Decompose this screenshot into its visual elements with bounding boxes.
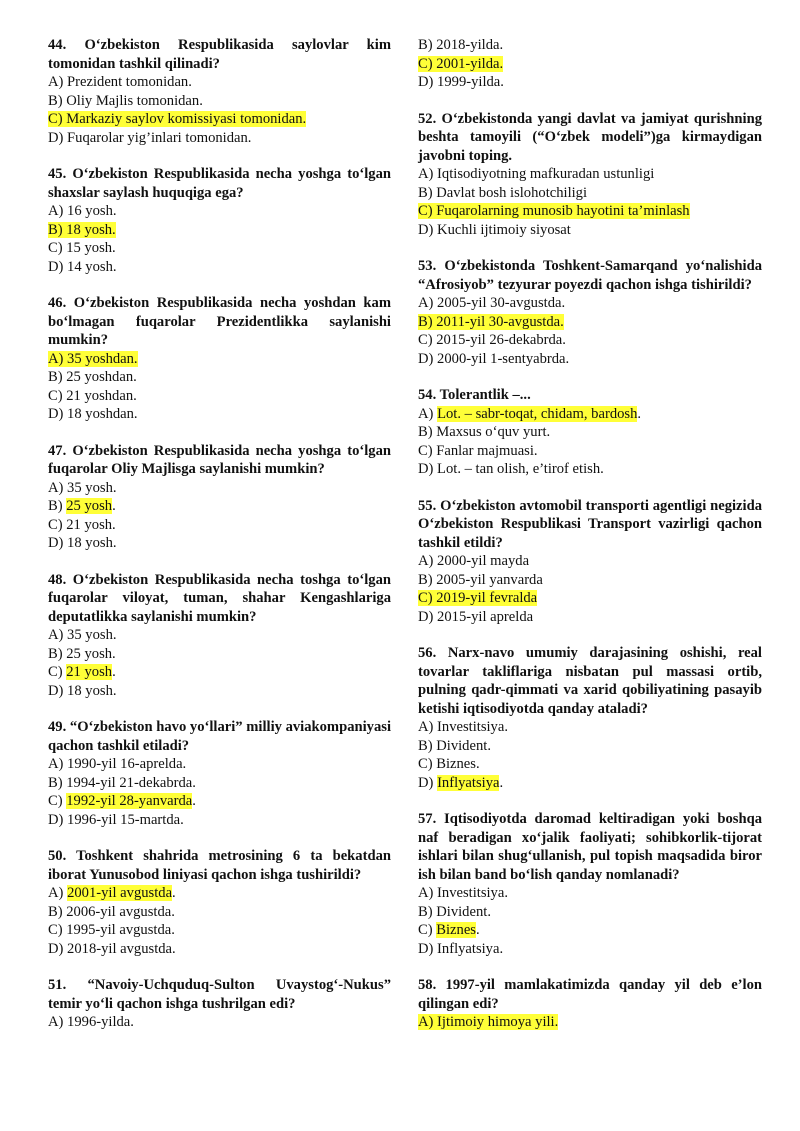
- answer-option-prefix: A): [48, 885, 68, 901]
- answer-option-text: D) Fuqarolar yig’inlari tomonidan.: [48, 129, 252, 146]
- answer-option: [418, 737, 762, 756]
- answer-option: [418, 331, 762, 350]
- answer-option-prefix: C): [48, 793, 67, 809]
- answer-option: [48, 921, 391, 940]
- question-title: 44. O‘zbekiston Respublikasida saylovlar kim tomonidan tashkil qilinadi?: [48, 37, 391, 72]
- answer-option-text: C) Markaziy saylov komissiyasi tomonidan.: [48, 111, 307, 127]
- answer-option-text: C) 21 yoshdan.: [48, 387, 137, 404]
- answer-option-text: D) 14 yosh.: [48, 258, 117, 275]
- answer-option-text: D) 2000-yil 1-sentyabrda.: [418, 350, 570, 367]
- answer-option-prefix: C): [48, 664, 67, 680]
- answer-option-text: D) Inflyatsiya.: [418, 940, 504, 957]
- answer-option: [48, 387, 391, 406]
- answer-option: [48, 645, 391, 664]
- answer-option: [418, 903, 762, 922]
- answer-option: [418, 571, 762, 590]
- answer-option-text: D) 18 yosh.: [48, 682, 117, 699]
- answer-option-text: A) 35 yoshdan.: [48, 350, 138, 367]
- answer-option: [418, 608, 762, 627]
- answer-option-text: B) 2018-yilda.: [418, 37, 504, 53]
- answer-option: [48, 534, 391, 553]
- question-title: 51. “Navoiy-Uchquduq-Sulton Uvaystog‘-Nukus” temir yo‘li qachon ishga tushrilgan edi?: [48, 977, 391, 1012]
- question-title: 46. O‘zbekiston Respublikasida necha yoshdan kam bo‘lmagan fuqarolar Prezidentlikka saylanishi mumkin?: [48, 295, 391, 348]
- question-block: [48, 847, 391, 958]
- answer-option-text: B) Divident.: [418, 903, 491, 920]
- answer-option-text: A) 35 yosh.: [48, 479, 117, 496]
- answer-option-text: B) 1994-yil 21-dekabrda.: [48, 774, 196, 791]
- answer-option: [418, 184, 762, 203]
- question-title: 53. O‘zbekistonda Toshkent-Samarqand yo‘nalishida “Afrosiyob” tezyurar poyezdi qachon ishga tishirildi?: [418, 258, 762, 293]
- answer-option-text: A) 2000-yil mayda: [418, 553, 530, 569]
- question-title: 47. O‘zbekiston Respublikasida necha yoshga to‘lgan fuqarolar Oliy Majlisga saylanishi mumkin?: [48, 442, 391, 477]
- answer-option-text: C) 1995-yil avgustda.: [48, 922, 175, 938]
- answer-option-text: B) Davlat bosh islohotchiligi: [418, 184, 588, 201]
- question-block: [418, 810, 762, 958]
- answer-option-text: B) Maxsus o‘quv yurt.: [418, 424, 551, 440]
- question-block: [418, 976, 762, 1032]
- answer-option-text: 21 yosh: [66, 664, 113, 680]
- question-title: 45. O‘zbekiston Respublikasida necha yoshga to‘lgan shaxslar saylash huquqiga ega?: [48, 166, 391, 201]
- answer-option-text: 25 yosh: [66, 498, 113, 514]
- answer-option-text: B) 25 yoshdan.: [48, 369, 137, 385]
- answer-option: [48, 350, 391, 369]
- answer-option-text: 2001-yil avgustda: [67, 885, 173, 901]
- question-title: 48. O‘zbekiston Respublikasida necha toshga to‘lgan fuqarolar viloyat, tuman, shahar Kengashlariga deputatlikka saylanishi mumkin?: [48, 571, 391, 625]
- answer-option: [48, 92, 391, 111]
- answer-option-text: C) 21 yosh.: [48, 516, 116, 533]
- answer-option-text: D) 2015-yil aprelda: [418, 608, 534, 625]
- question-block: [48, 442, 391, 553]
- answer-option-text: C) 15 yosh.: [48, 240, 116, 256]
- answer-option: [48, 129, 391, 148]
- question-block: [418, 110, 762, 240]
- answer-option: [48, 73, 391, 92]
- answer-option: [48, 497, 391, 516]
- question-title: 52. O‘zbekistonda yangi davlat va jamiyat qurishning beshta tamoyili (“O‘zbek modeli”)ga kirmaydigan javobni toping.: [418, 110, 762, 164]
- question-block: [48, 718, 391, 829]
- answer-option: [418, 884, 762, 903]
- answer-option-text: D) 18 yosh.: [48, 535, 117, 551]
- question-title: 49. “O‘zbekiston havo yo‘llari” milliy aviakompaniyasi qachon tashkil etiladi?: [48, 719, 391, 754]
- answer-option: [418, 294, 762, 313]
- answer-option: [48, 258, 391, 277]
- answer-option: [418, 202, 762, 221]
- answer-option: [48, 221, 391, 240]
- answer-option-prefix: D): [418, 774, 438, 791]
- answer-option-suffix: .: [112, 664, 116, 680]
- answer-option-text: B) 18 yosh.: [48, 221, 116, 238]
- answer-option-suffix: .: [637, 405, 642, 422]
- answer-option-text: A) 35 yosh.: [48, 627, 117, 643]
- answer-option-text: Inflyatsiya: [437, 774, 500, 791]
- answer-option: [418, 350, 762, 369]
- right-column: [418, 36, 762, 1050]
- answer-option-text: A) 2005-yil 30-avgustda.: [418, 295, 566, 311]
- answer-option-text: C) 2001-yilda.: [418, 55, 504, 72]
- answer-option: [418, 36, 762, 55]
- question-block: [48, 976, 391, 1032]
- answer-option-text: Lot. – sabr-toqat, chidam, bardosh: [437, 405, 638, 422]
- answer-option: [48, 239, 391, 258]
- answer-option-suffix: .: [475, 922, 480, 938]
- question-block: [48, 294, 391, 424]
- answer-option: [418, 165, 762, 184]
- answer-option-text: B) 2005-yil yanvarda: [418, 571, 543, 588]
- answer-option-suffix: .: [192, 793, 196, 809]
- answer-option: [418, 221, 762, 240]
- question-block: [418, 257, 762, 368]
- answer-option: [418, 405, 762, 424]
- answer-option: [48, 903, 391, 922]
- answer-option-text: A) 1996-yilda.: [48, 1014, 134, 1030]
- answer-option-text: D) 1996-yil 15-martda.: [48, 811, 184, 828]
- answer-option-text: D) 2018-yil avgustda.: [48, 940, 176, 957]
- answer-option: [48, 884, 391, 903]
- answer-option-text: D) 1999-yilda.: [418, 74, 504, 90]
- answer-option: [418, 1013, 762, 1032]
- answer-option: [418, 460, 762, 479]
- answer-option: [48, 1013, 391, 1032]
- answer-option-text: B) Divident.: [418, 737, 491, 754]
- answer-option: [418, 589, 762, 608]
- answer-option: [48, 479, 391, 498]
- answer-option-suffix: .: [499, 774, 504, 791]
- answer-option: [48, 516, 391, 535]
- answer-option-text: B) 25 yosh.: [48, 645, 116, 662]
- answer-option: [418, 55, 762, 74]
- answer-option: [48, 663, 391, 682]
- question-block: [418, 497, 762, 627]
- left-column: [48, 36, 391, 1050]
- question-title: 57. Iqtisodiyotda daromad keltiradigan yoki boshqa naf beradigan xo‘jalik faoliyati; sohibkorlik-tijorat ishlari bilan shug‘ullanish, pul topish maqsadida biror ish bilan band bo‘lish qanday nomlanadi?: [418, 811, 762, 883]
- answer-option-text: A) Prezident tomonidan.: [48, 74, 192, 90]
- answer-option: [418, 921, 762, 940]
- question-title: 56. Narx-navo umumiy darajasining oshishi, real tovarlar takliflariga nisbatan pul massasi ortib, pulning qadr-qimmati va xarid qobiliyatining pasayib ketishi iqtisodiyotda qanday ataladi?: [418, 645, 762, 717]
- answer-option: [418, 718, 762, 737]
- answer-option-suffix: .: [172, 885, 176, 901]
- answer-option-text: C) Fuqarolarning munosib hayotini ta’minlash: [418, 203, 690, 219]
- question-block: [48, 36, 391, 147]
- answer-option-text: B) 2011-yil 30-avgustda.: [418, 313, 564, 330]
- question-title: 58. 1997-yil mamlakatimizda qanday yil deb e’lon qilingan edi?: [418, 977, 762, 1012]
- answer-option-text: D) Lot. – tan olish, e’tirof etish.: [418, 461, 604, 477]
- answer-option: [418, 774, 762, 793]
- answer-option-text: B) Oliy Majlis tomonidan.: [48, 92, 203, 109]
- question-block: [48, 571, 391, 701]
- answer-option-text: A) Iqtisodiyotning mafkuradan ustunligi: [418, 166, 655, 182]
- question-title: 54. Tolerantlik –...: [418, 387, 531, 403]
- answer-option: [48, 405, 391, 424]
- answer-option-text: C) 2019-yil fevralda: [418, 590, 538, 606]
- answer-option: [418, 423, 762, 442]
- answer-option-text: B) 2006-yil avgustda.: [48, 903, 175, 920]
- answer-option-text: A) Investitsiya.: [418, 719, 508, 735]
- answer-option-prefix: A): [418, 405, 438, 422]
- answer-option: [418, 552, 762, 571]
- question-continuation: [418, 36, 762, 92]
- answer-option-text: A) Ijtimoiy himoya yili.: [418, 1014, 559, 1030]
- answer-option-text: A) 1990-yil 16-aprelda.: [48, 756, 187, 772]
- answer-option: [48, 368, 391, 387]
- answer-option: [48, 626, 391, 645]
- answer-option: [48, 755, 391, 774]
- answer-option: [48, 202, 391, 221]
- answer-option: [418, 313, 762, 332]
- answer-option: [48, 682, 391, 701]
- answer-option: [48, 110, 391, 129]
- answer-option-text: A) 16 yosh.: [48, 203, 117, 219]
- question-title: 50. Toshkent shahrida metrosining 6 ta bekatdan iborat Yunusobod liniyasi qachon ishga tushirildi?: [48, 848, 391, 883]
- answer-option-suffix: .: [112, 498, 116, 514]
- question-block: [418, 386, 762, 479]
- answer-option-text: C) Fanlar majmuasi.: [418, 442, 538, 459]
- question-title: 55. O‘zbekiston avtomobil transporti agentligi negizida O‘zbekiston Respublikasi Transport vazirligi qachon tashkil etildi?: [418, 497, 762, 551]
- answer-option-prefix: B): [48, 498, 67, 514]
- answer-option: [48, 792, 391, 811]
- answer-option-text: Biznes: [436, 922, 476, 938]
- answer-option-text: C) Biznes.: [418, 756, 480, 772]
- answer-option-text: 1992-yil 28-yanvarda: [66, 793, 193, 809]
- answer-option: [48, 774, 391, 793]
- answer-option-text: D) 18 yoshdan.: [48, 406, 138, 422]
- answer-option-prefix: C): [418, 922, 437, 938]
- question-block: [418, 644, 762, 792]
- answer-option: [418, 442, 762, 461]
- answer-option: [418, 73, 762, 92]
- answer-option-text: D) Kuchli ijtimoiy siyosat: [418, 221, 571, 238]
- answer-option-text: C) 2015-yil 26-dekabrda.: [418, 332, 566, 348]
- answer-option: [418, 755, 762, 774]
- answer-option: [418, 940, 762, 959]
- answer-option-text: A) Investitsiya.: [418, 885, 508, 901]
- answer-option: [48, 940, 391, 959]
- answer-option: [48, 811, 391, 830]
- question-block: [48, 165, 391, 276]
